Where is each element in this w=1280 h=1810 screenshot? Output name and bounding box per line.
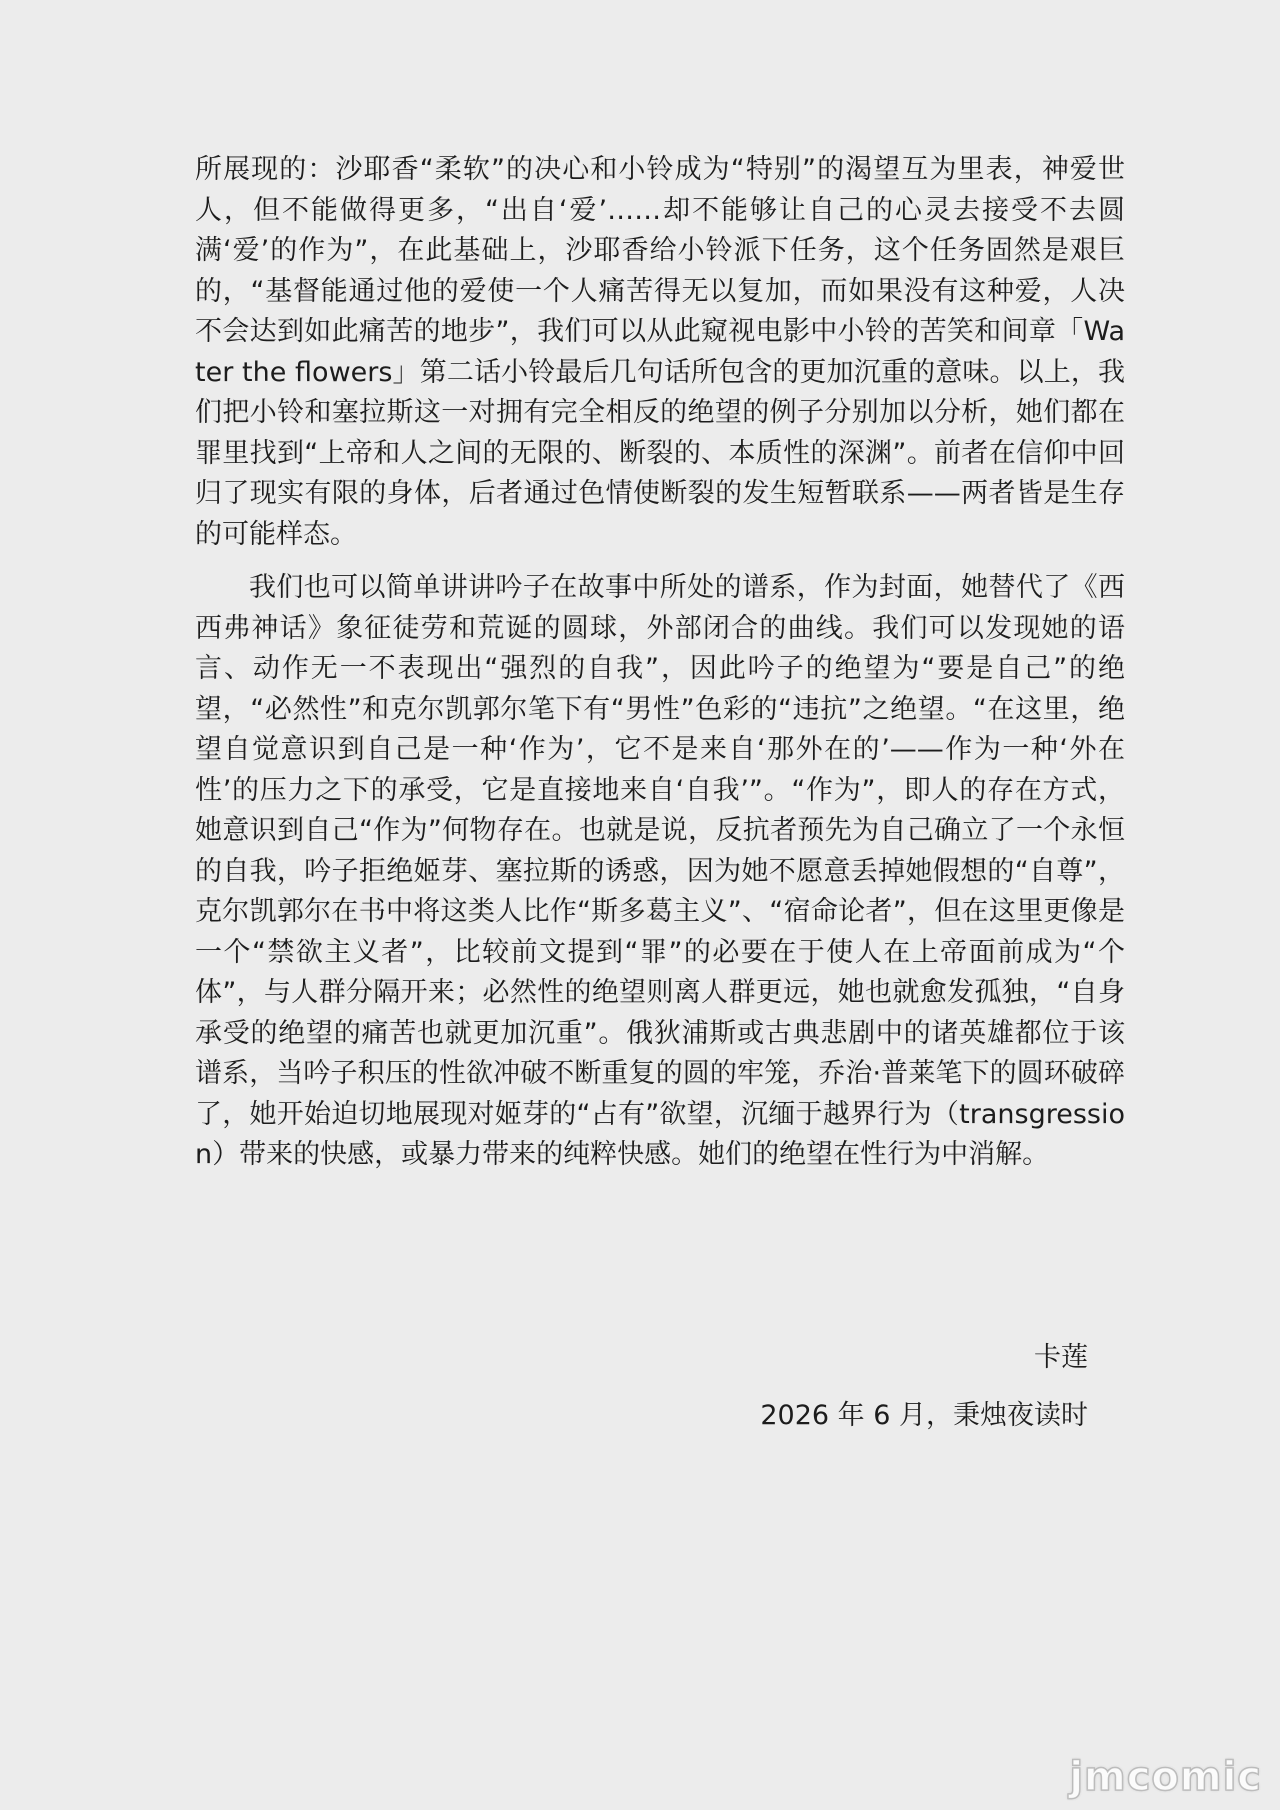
date-line: 2026 年 6 月，秉烛夜读时	[760, 1400, 1088, 1431]
author-signature: 卡莲	[1034, 1342, 1088, 1373]
paragraph-ginko-lineage: 我们也可以简单讲讲吟子在故事中所处的谱系，作为封面，她替代了《西西弗神话》象征徒劳和荒诞的圆球，外部闭合的曲线。我们可以发现她的语言、动作无一不表现出“强烈的自我”，因此吟子的绝望为“要是自己”的绝望，“必然性”和克尔凯郭尔笔下有“男性”色彩的“违抗”之绝望。“在这里，绝望自觉意识到自己是一种‘作为’，它不是来自‘那外在的’——作为一种‘外在性’的压力之下的承受，它是直接地来自‘自我’”。“作为”，即人的存在方式，她意识到自己“作为”何物存在。也就是说，反抗者预先为自己确立了一个永恒的自我，吟子拒绝姬芽、塞拉斯的诱惑，因为她不愿意丢掉她假想的“自尊”，克尔凯郭尔在书中将这类人比作“斯多葛主义”、“宿命论者”，但在这里更像是一个“禁欲主义者”，比较前文提到“罪”的必要在于使人在上帝面前成为“个体”，与人群分隔开来；必然性的绝望则离人群更远，她也就愈发孤独，“自身承受的绝望的痛苦也就更加沉重”。俄狄浦斯或古典悲剧中的诸英雄都位于该谱系，当吟子积压的性欲冲破不断重复的圆的牢笼，乔治·普莱笔下的圆环破碎了，她开始迫切地展现对姬芽的“占有”欲望，沉缅于越界行为（transgression）带来的快感，或暴力带来的纯粹快感。她们的绝望在性行为中消解。	[195, 572, 1125, 1170]
paragraph-continuation: 所展现的：沙耶香“柔软”的决心和小铃成为“特别”的渴望互为里表，神爱世人，但不能做得更多，“出自‘爱’……却不能够让自己的心灵去接受不去圆满‘爱’的作为”，在此基础上，沙耶香给小铃派下任务，这个任务固然是艰巨的，“基督能通过他的爱使一个人痛苦得无以复加，而如果没有这种爱，人决不会达到如此痛苦的地步”，我们可以从此窥视电影中小铃的苦笑和间章「Water the flowers」第二话小铃最后几句话所包含的更加沉重的意味。以上，我们把小铃和塞拉斯这一对拥有完全相反的绝望的例子分别加以分析，她们都在罪里找到“上帝和人之间的无限的、断裂的、本质性的深渊”。前者在信仰中回归了现实有限的身体，后者通过色情使断裂的发生短暂联系——两者皆是生存的可能样态。	[195, 154, 1125, 550]
watermark-logo: jmcomic	[1069, 1754, 1262, 1800]
article-body	[195, 150, 1125, 1176]
